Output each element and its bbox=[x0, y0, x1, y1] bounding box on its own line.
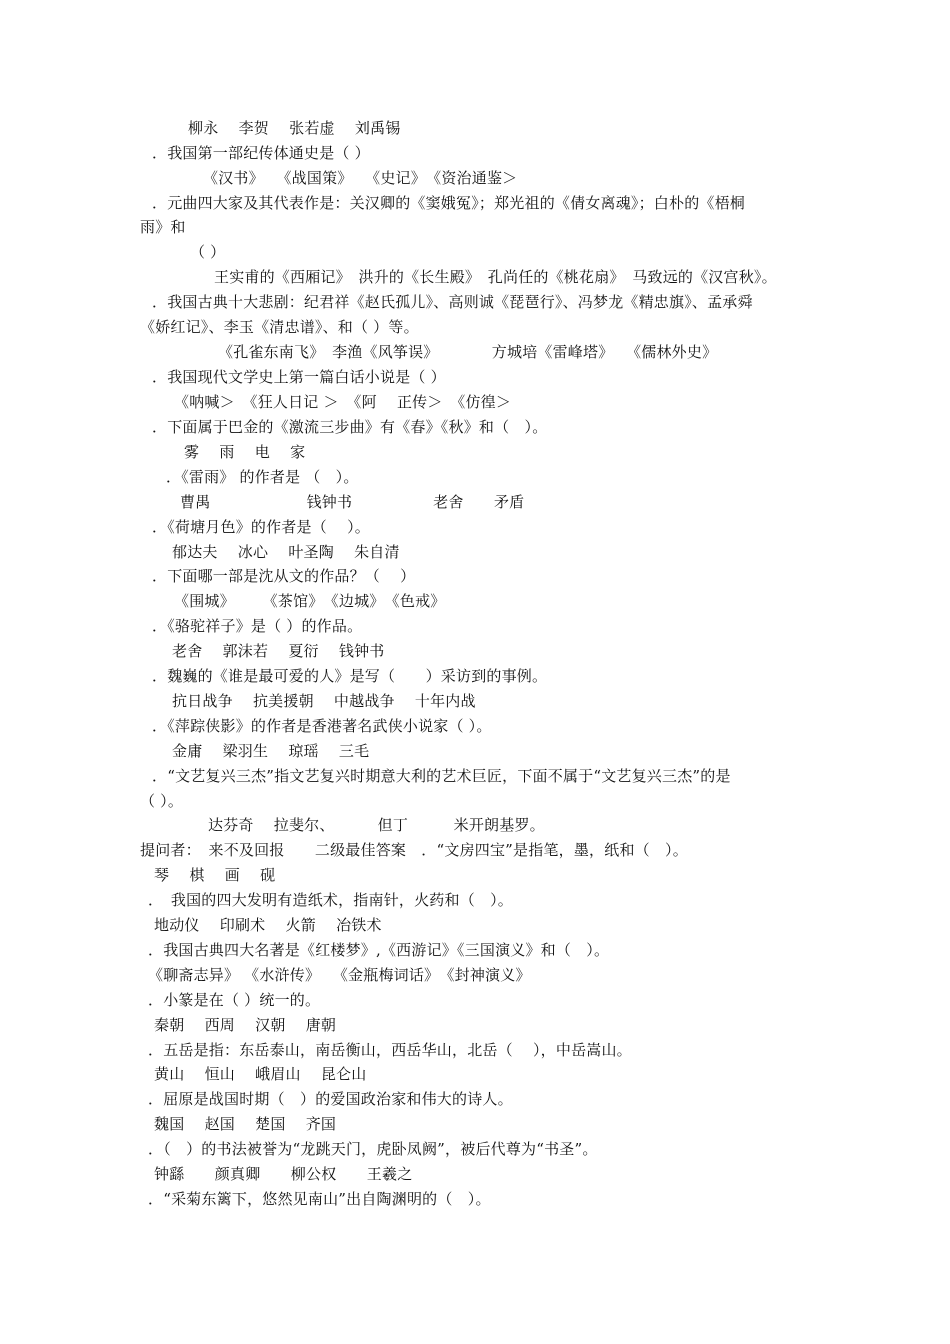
text-line: 达芬奇 拉斐尔、 但丁 米开朗基罗。 bbox=[208, 816, 545, 834]
text-line: 秦朝 西周 汉朝 唐朝 bbox=[154, 1016, 337, 1034]
text-line: 曹禺 钱钟书 老舍 矛盾 bbox=[180, 493, 525, 511]
text-line: （ ） bbox=[190, 243, 226, 261]
text-line: 抗日战争 抗美援朝 中越战争 十年内战 bbox=[172, 692, 476, 710]
text-line: 钟繇 颜真卿 柳公权 王羲之 bbox=[154, 1165, 413, 1183]
text-line: 黄山 恒山 峨眉山 昆仑山 bbox=[154, 1065, 367, 1083]
text-line: 提问者： 来不及回报 二级最佳答案 ．“文房四宝”是指笔，墨，纸和（ ）。 bbox=[140, 841, 688, 859]
text-line: ．“采菊东篱下，悠然见南山”出自陶渊明的（ ）。 bbox=[148, 1190, 491, 1208]
text-line: 《娇红记》、李玉《清忠谱》、和（ ）等。 bbox=[140, 318, 419, 336]
text-line: ．屈原是战国时期（ ）的爱国政治家和伟大的诗人。 bbox=[148, 1090, 513, 1108]
text-line: 魏国 赵国 楚国 齐国 bbox=[154, 1115, 337, 1133]
text-line: （ ）。 bbox=[140, 792, 184, 810]
text-line: 《围城》 《茶馆》 《边城》 《色戒》 bbox=[174, 592, 446, 610]
text-line: ．《荷塘月色》的作者是（ ）。 bbox=[152, 518, 370, 536]
text-line: ．魏巍的《谁是最可爱的人》是写（ ）采访到的事例。 bbox=[152, 667, 548, 685]
text-line: ．我国现代文学史上第一篇白话小说是（ ） bbox=[152, 368, 446, 386]
text-line: ．“文艺复兴三杰”指文艺复兴时期意大利的艺术巨匠，下面不属于“文艺复兴三杰”的是 bbox=[152, 767, 731, 785]
text-line: ．我国古典十大悲剧：纪君祥《赵氏孤儿》、高则诚《琵琶行》、冯梦龙《精忠旗》、孟承舜 bbox=[152, 293, 753, 311]
text-line: 地动仪 印刷术 火箭 冶铁术 bbox=[154, 916, 382, 934]
text-line: ．下面属于巴金的《激流三步曲》有《春》《秋》和（ ）。 bbox=[152, 418, 548, 436]
text-line: ． 我国的四大发明有造纸术，指南针，火药和（ ）。 bbox=[148, 891, 514, 909]
text-line: ．五岳是指：东岳泰山，南岳衡山，西岳华山，北岳（ ），中岳嵩山。 bbox=[148, 1041, 632, 1059]
text-line: ．下面哪一部是沈从文的作品？（ ） bbox=[152, 567, 416, 585]
text-line: ．我国古典四大名著是《红楼梦》,《西游记》《三国演义》和（ ）。 bbox=[148, 941, 610, 959]
text-line: 《孔雀东南飞》 李渔《风筝误》 方城培《雷峰塔》 《儒林外史》 bbox=[218, 343, 718, 361]
text-line: 雨》和 bbox=[140, 218, 186, 236]
text-line: ．元曲四大家及其代表作是：关汉卿的《窦娥冤》；郑光祖的《倩女离魂》；白朴的《梧桐 bbox=[152, 194, 746, 212]
text-line: 柳永 李贺 张若虚 刘禹锡 bbox=[188, 119, 401, 137]
text-line: 金庸 梁羽生 琼瑶 三毛 bbox=[172, 742, 370, 760]
text-line: ．小篆是在（ ）统一的。 bbox=[148, 991, 321, 1009]
text-line: 《汉书》 《战国策》 《史记》 《资治通鉴＞ bbox=[203, 169, 518, 187]
text-line: ．我国第一部纪传体通史是（ ） bbox=[152, 144, 370, 162]
text-line: 《聊斋志异》 《水浒传》 《金瓶梅词话》 《封神演义》 bbox=[148, 966, 531, 984]
text-line: 雾 雨 电 家 bbox=[184, 443, 306, 461]
text-line: 郁达夫 冰心 叶圣陶 朱自清 bbox=[172, 543, 400, 561]
text-line: ．《骆驼祥子》是（ ）的作品。 bbox=[152, 617, 363, 635]
text-line: 王实甫的《西厢记》 洪升的《长生殿》 孔尚任的《桃花扇》 马致远的《汉宫秋》。 bbox=[214, 268, 777, 286]
text-line: 《呐喊＞ 《狂人日记 ＞ 《阿 正传＞ 《仿徨＞ bbox=[174, 393, 512, 411]
text-line: 琴 棋 画 砚 bbox=[154, 866, 276, 884]
text-line: 老舍 郭沫若 夏衍 钱钟书 bbox=[172, 642, 385, 660]
text-line: ．《萍踪侠影》的作者是香港著名武侠小说家（ ）。 bbox=[152, 717, 492, 735]
text-line: ．《雷雨》 的作者是 （ ）。 bbox=[166, 468, 359, 486]
text-line: ．（ ）的书法被誉为“龙跳天门，虎卧凤阙”，被后代尊为“书圣”。 bbox=[148, 1140, 598, 1158]
